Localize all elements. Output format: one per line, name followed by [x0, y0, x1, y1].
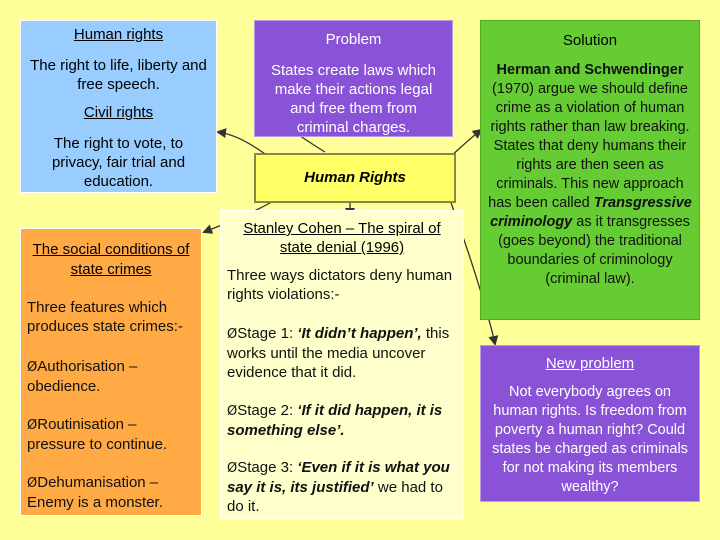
solution-box — [480, 20, 700, 320]
bullet-arrow-icon: Ø — [227, 404, 238, 419]
solution-text-1: (1970) argue we should define crime as a violation of human rights rather than law breaking. States that deny humans their rights are then seen as criminals. This new approach has been called — [488, 81, 690, 211]
solution-text-2: as it transgresses (goes beyond) the traditional boundaries of criminology (criminal law). — [498, 214, 690, 287]
new-problem-box — [480, 345, 700, 502]
stage-3-text: we had to do it. — [227, 479, 443, 515]
solution-heading: Solution — [562, 32, 618, 49]
social-item-text: – Enemy is a monster. — [27, 474, 163, 511]
new-problem-heading: New problem — [545, 355, 635, 372]
solution-term: Transgressive criminology — [490, 195, 692, 230]
problem-box — [254, 20, 453, 137]
civil-rights-text: The right to vote, to privacy, fair trial and education. — [51, 135, 186, 190]
bullet-arrow-icon: Ø — [227, 461, 238, 476]
social-item-text: – obedience. — [27, 358, 138, 395]
bullet-arrow-icon: Ø — [27, 360, 38, 375]
social-item-term: Routinisation — [37, 416, 124, 433]
social-heading: The social conditions of state crimes — [32, 241, 190, 278]
bullet-arrow-icon: Ø — [227, 327, 238, 342]
stage-1-label: Stage 1: — [237, 325, 298, 342]
stage-3-quote: ‘Even if it is what you say it is, its justified’ — [227, 459, 450, 496]
cohen-intro: Three ways dictators deny human rights violations:- — [227, 267, 453, 303]
stage-2-label: Stage 2: — [237, 402, 298, 419]
social-item-2 — [27, 415, 197, 454]
bullet-arrow-icon: Ø — [27, 476, 38, 491]
new-problem-text: Not everybody agrees on human rights. Is freedom from poverty a human right? Could states be charged as criminals for not making its members wealthy? — [492, 384, 688, 495]
stage-2-quote: ‘If it did happen, it is something else’. — [227, 402, 443, 439]
civil-rights-heading: Civil rights — [83, 104, 154, 121]
human-rights-heading: Human rights — [73, 26, 164, 43]
human-rights-text: The right to life, liberty and free speech. — [30, 57, 207, 93]
social-item-text: – pressure to continue. — [27, 416, 168, 453]
problem-text: States create laws which make their actions legal and free them from criminal charges. — [270, 62, 437, 136]
social-conditions-box — [20, 228, 202, 516]
solution-text — [481, 61, 699, 289]
human-rights-box — [20, 20, 217, 193]
stage-1-text: this works until the media uncover evidence that it did. — [227, 325, 450, 381]
cohen-spiral-box — [220, 210, 464, 520]
cohen-stage-2 — [227, 401, 459, 440]
stage-1-quote: ‘It didn’t happen’, — [297, 325, 422, 342]
problem-heading: Problem — [325, 31, 382, 48]
stage-3-label: Stage 3: — [237, 459, 298, 476]
cohen-stage-3 — [227, 458, 459, 516]
social-item-term: Authorisation — [37, 358, 125, 375]
cohen-heading: Stanley Cohen – The spiral of state denial (1996) — [243, 220, 441, 256]
solution-authors: Herman and Schwendinger — [496, 62, 684, 78]
center-topic-box — [254, 153, 456, 203]
social-intro: Three features which produces state crimes:- — [27, 299, 183, 335]
social-item-3 — [27, 473, 197, 512]
center-title: Human Rights — [304, 169, 406, 186]
bullet-arrow-icon: Ø — [27, 418, 38, 433]
social-item-1 — [27, 357, 197, 396]
cohen-stage-1 — [227, 324, 459, 382]
social-item-term: Dehumanisation — [37, 474, 146, 491]
